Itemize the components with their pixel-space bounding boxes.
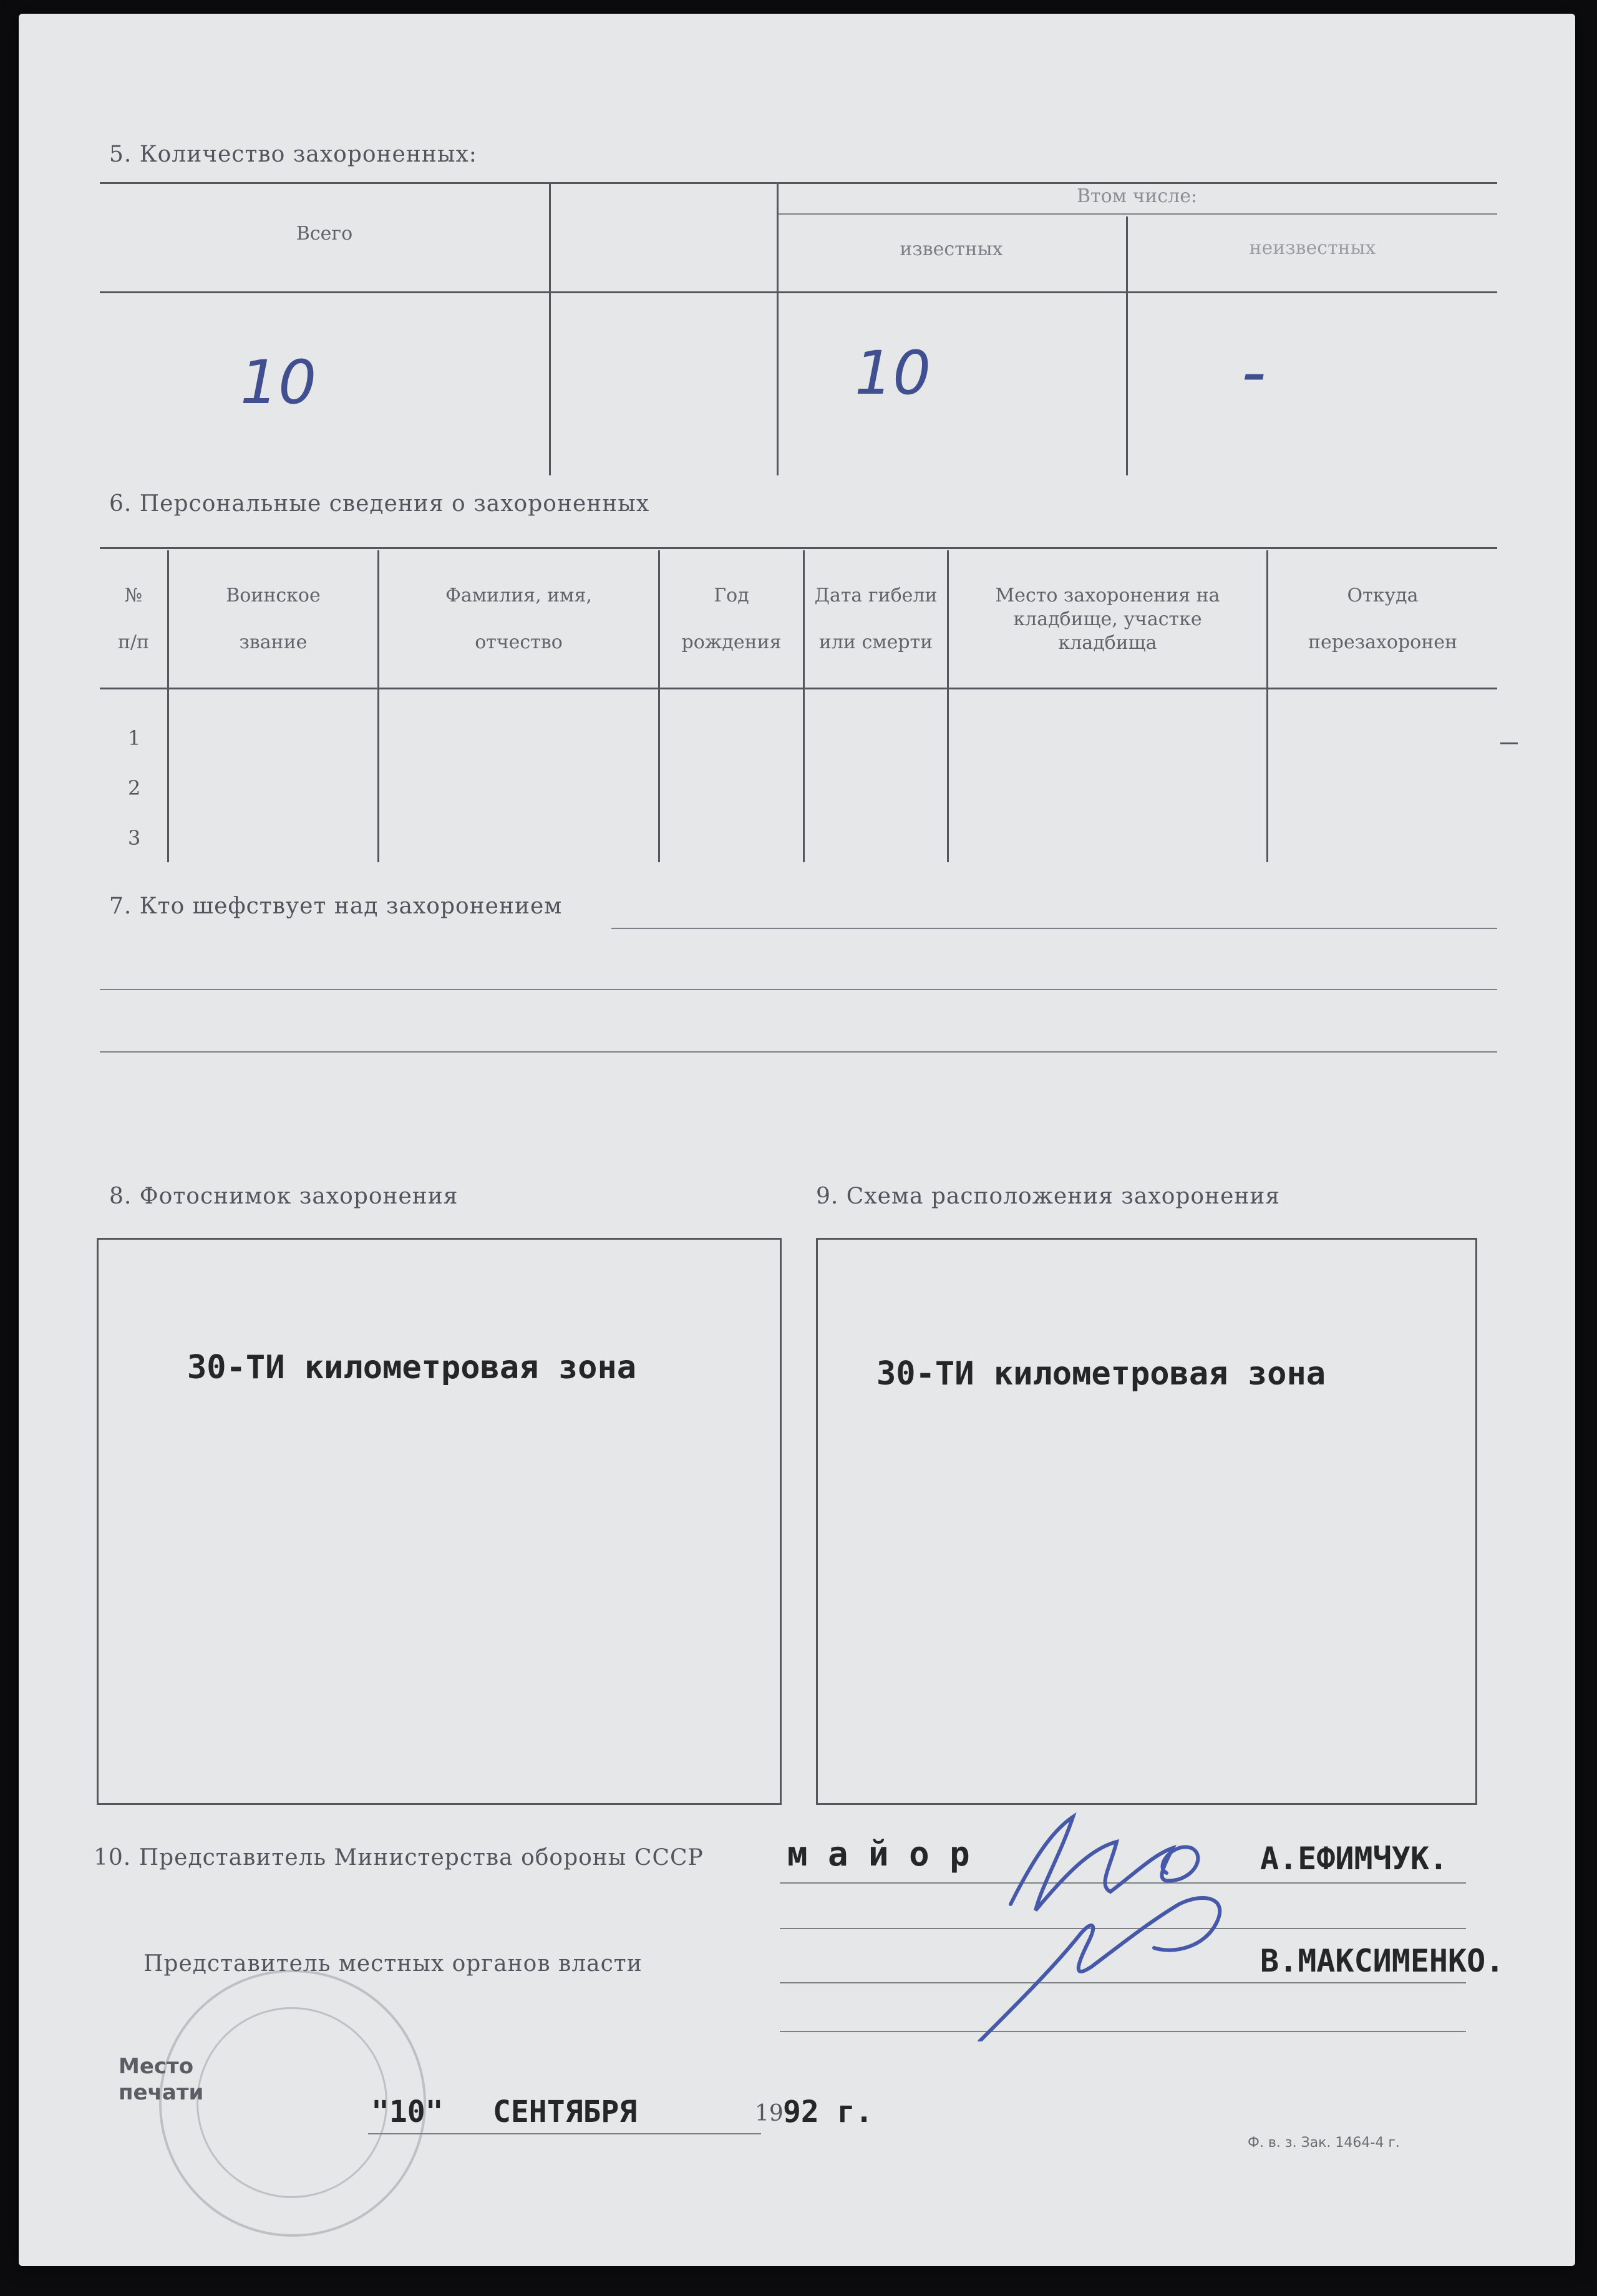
header-origin-2: перезахоронен [1308,631,1457,653]
header-rank-1: Воинское [226,585,321,606]
header-place-1: Место захоронения на [995,585,1220,606]
table6-header-line [100,688,1497,689]
stamp-place-label-1: Место [119,2054,194,2079]
official-stamp-inner [197,2007,387,2198]
local-representative-name: В.МАКСИМЕНКО. [1260,1943,1505,1979]
date-month: СЕНТЯБРЯ [493,2094,638,2129]
header-death-1: Дата гибели [814,585,938,606]
stamp-place-label-2: печати [119,2080,204,2105]
header-name-1: Фамилия, имя, [445,585,592,606]
patron-line-3 [100,1051,1497,1053]
photo-box [97,1238,782,1805]
document-page [19,14,1575,2266]
col-total-header: Всего [296,223,353,245]
table5-sub-line [777,213,1497,215]
header-origin-1: Откуда [1347,585,1419,606]
header-place-2: кладбище, участке [1013,608,1202,630]
col-known-header: известных [900,238,1003,260]
col-including-header: Втом числе: [1076,185,1198,207]
header-name-2: отчество [475,631,563,653]
header-place-3: кладбища [1058,632,1157,654]
table5-vline-2 [777,182,779,475]
photo-box-note: 30-ТИ километровая зона [187,1349,637,1386]
header-death-2: или смерти [818,631,933,653]
patron-line-2 [100,989,1497,990]
section-7-title: 7. Кто шефствует над захоронением [109,893,563,919]
mo-representative-name: А.ЕФИМЧУК. [1260,1841,1449,1877]
print-note: Ф. в. з. Зак. 1464-4 г. [1248,2135,1400,2151]
row-number-2: 2 [128,776,141,800]
col-unknown-header: неизвестных [1249,237,1376,259]
scheme-box [816,1238,1477,1805]
table5-top-line [100,182,1497,184]
table5-header-line [100,291,1497,293]
date-day: "10" [371,2094,444,2129]
header-rank-2: звание [239,631,308,653]
signatures-image [967,1779,1291,2041]
header-number-2: п/п [117,631,150,653]
local-representative-label: Представитель местных органов власти [143,1951,643,1977]
date-year: 92 г. [783,2094,873,2129]
mo-representative-rank: м а й о р [787,1834,970,1874]
table5-vline-1 [549,182,551,475]
date-line [368,2133,761,2134]
header-number-1: № [124,585,143,606]
mo-representative-label: 10. Представитель Министерства обороны СССР [94,1845,704,1870]
section-9-title: 9. Схема расположения захоронения [816,1184,1281,1209]
row-number-1: 1 [128,726,141,750]
date-year-prefix: 19 [755,2101,784,2126]
value-unknown: - [1241,332,1266,412]
section-8-title: 8. Фотоснимок захоронения [109,1184,459,1209]
patron-line-1 [611,928,1497,929]
section-5-title: 5. Количество захороненных: [109,142,477,167]
table6-top-line [100,547,1497,549]
value-total: 10 [240,348,317,417]
header-birth-1: Год [714,585,749,606]
scheme-box-note: 30-ТИ километровая зона [876,1355,1326,1393]
section-6-title: 6. Персональные сведения о захороненных [109,491,650,517]
row-number-3: 3 [128,826,141,850]
header-birth-2: рождения [681,631,782,653]
value-known: 10 [855,338,931,408]
margin-dash [1500,742,1518,744]
